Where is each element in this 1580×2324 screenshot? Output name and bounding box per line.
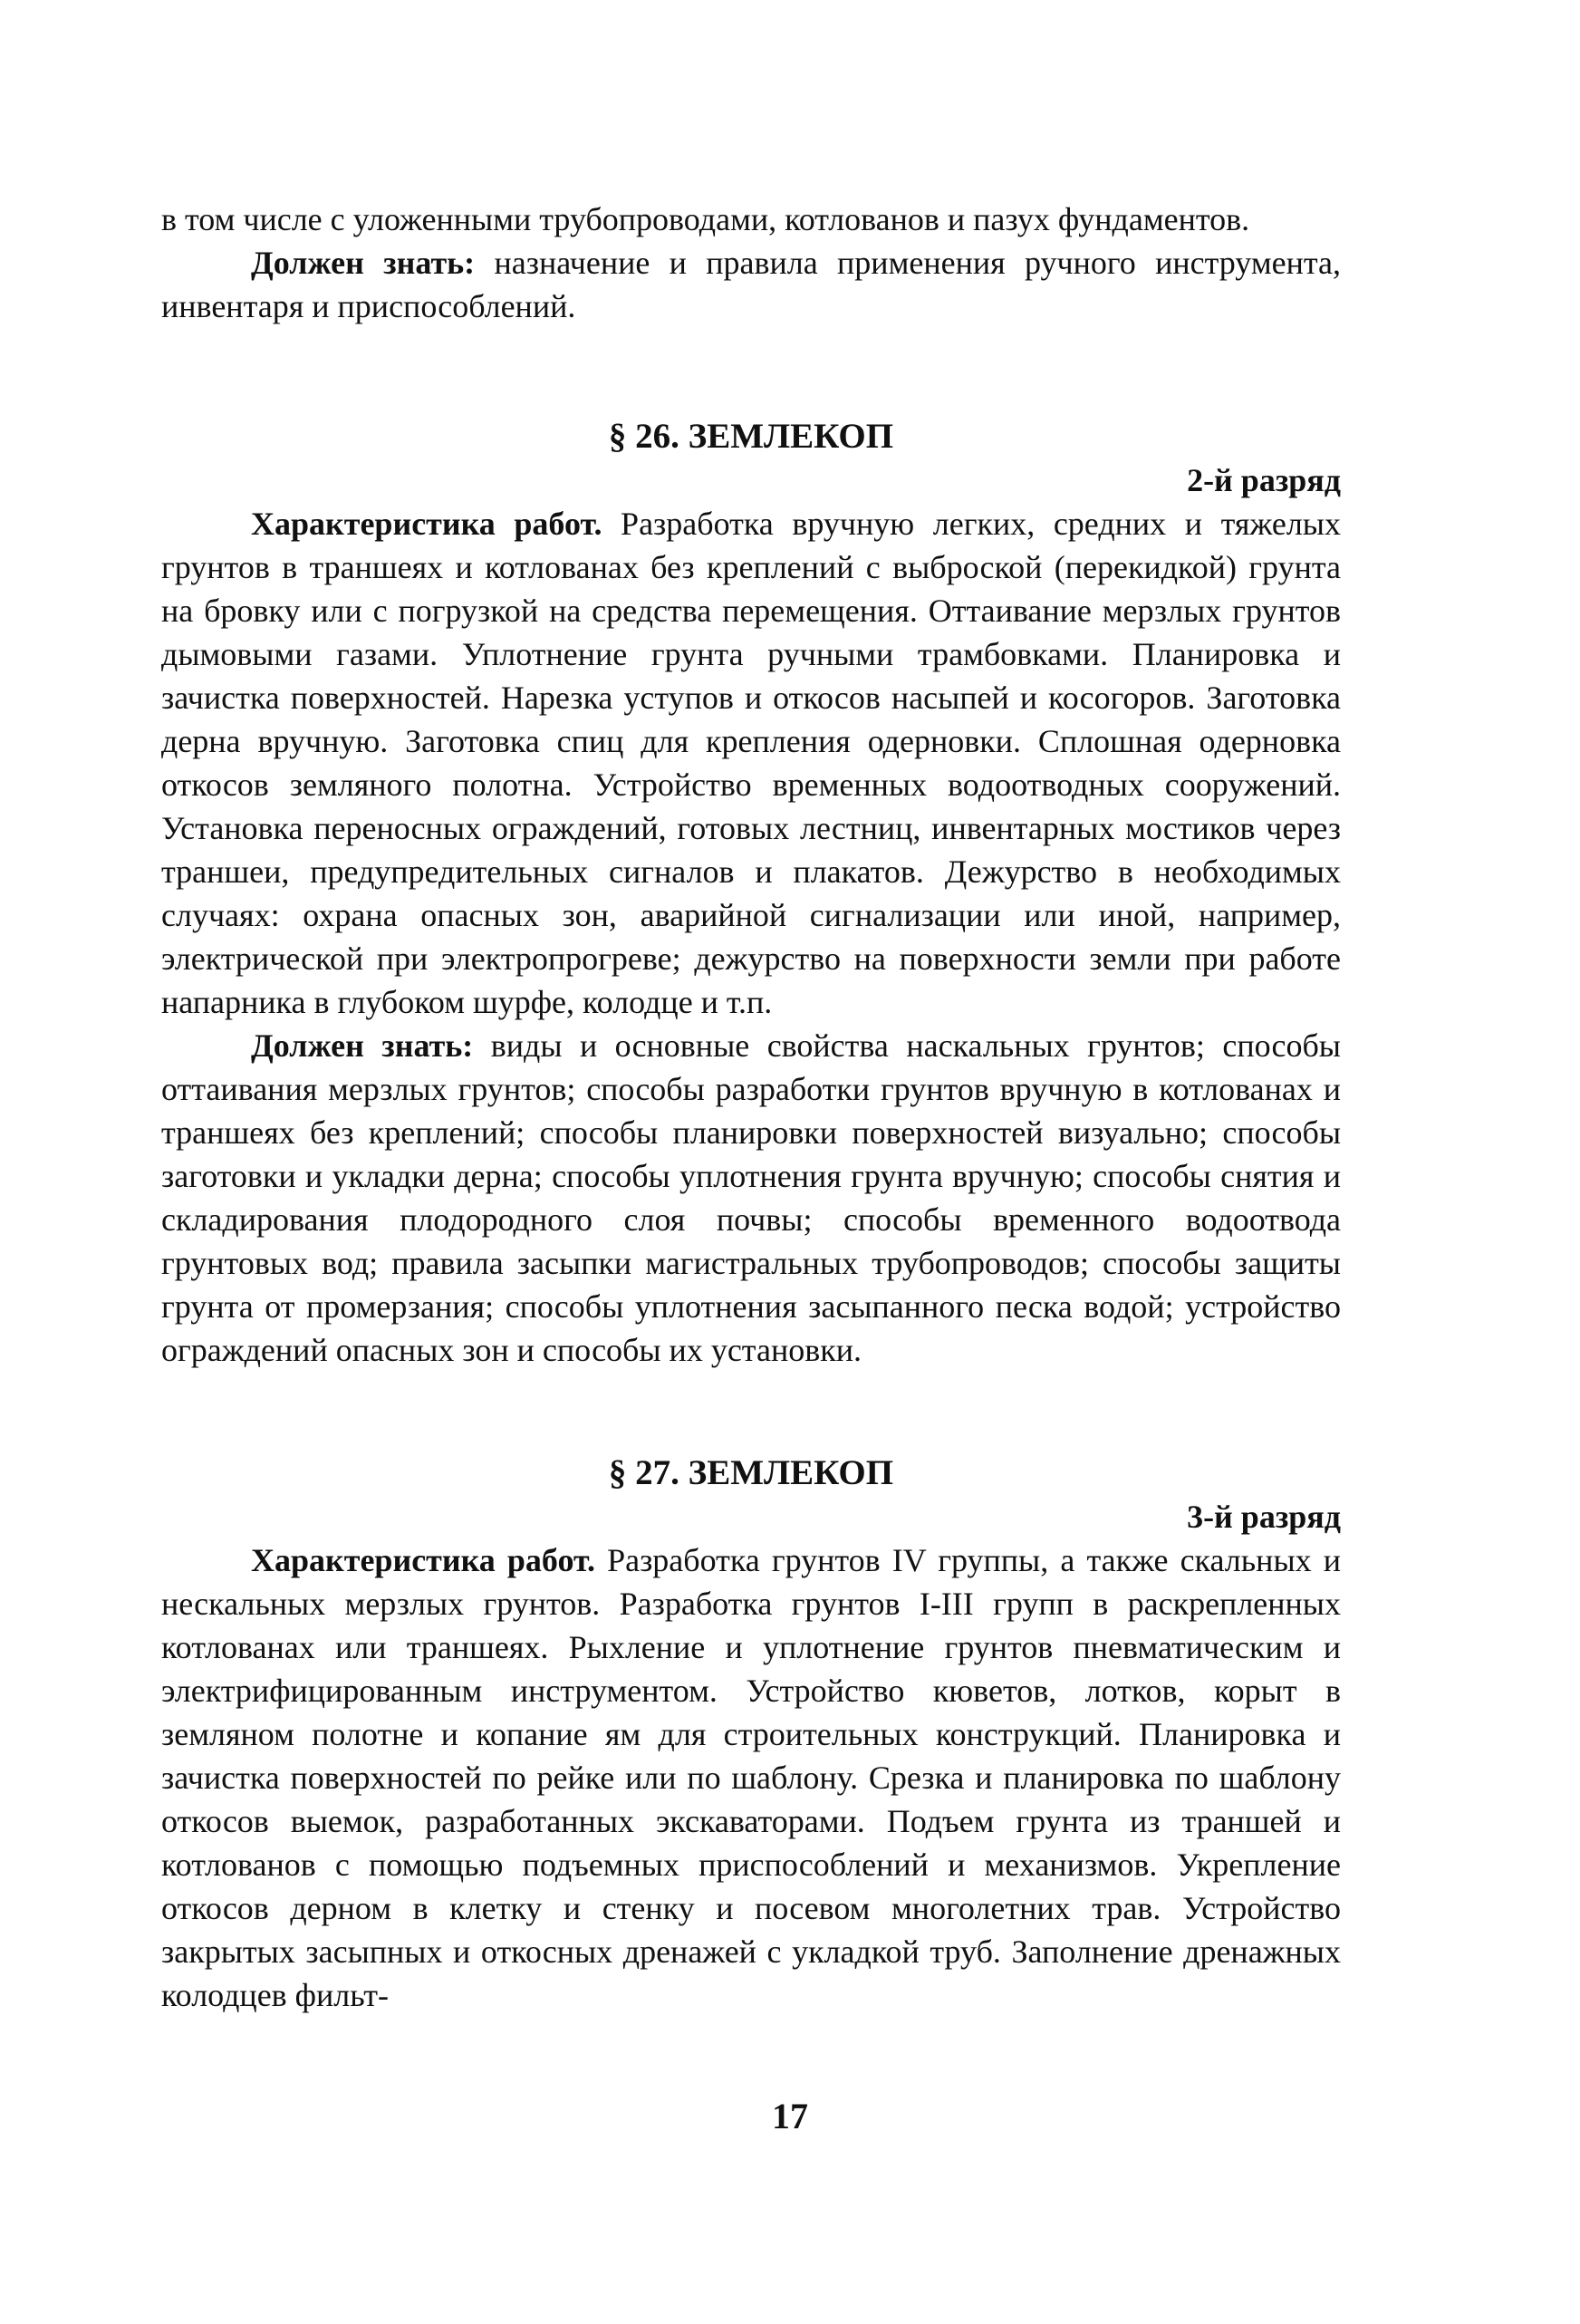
section-27-heading: § 27. ЗЕМЛЕКОП [608,1453,894,1492]
must-know-text: назначение и правила применения ручного инструмента, инвентаря и приспособлений. [161,245,1341,324]
must-know-label: Должен знать: [251,1027,474,1064]
intro-continuation-paragraph: в том числе с уложенными трубопроводами, котлованов и пазух фундаментов. [161,201,1250,237]
characteristics-label: Характеристика работ. [251,1542,595,1578]
characteristics-text: Разработка вручную легких, средних и тяжелых грунтов в траншеях и котлованах без креплений с выброской (перекидкой) грунта на бровку или с погрузкой на средства перемещения. Оттаивание мерзлых грунтов дымовыми газами. Уплотнение грунта ручными трамбовками. Планировка и зачистка поверхностей. Нарезка уступов и откосов насыпей и косогоров. Заготовка дерна вручную. Заготовка спиц для крепления одерновки. Сплошная одерновка откосов земляного полотна. Устройство временных водоотводных сооружений. Установка переносных ограждений, готовых лестниц, инвентарных мостиков через траншеи, предупредительных сигналов и плакатов. Дежурство в необходимых случаях: охрана опасных зон, аварийной сигнализации или иной, например, электрической при электропрогреве; дежурство на поверхности земли при работе напарника в глубоком шурфе, колодце и т.п. [161,506,1341,1020]
characteristics-label: Характеристика работ. [251,506,602,542]
must-know-label: Должен знать: [251,245,476,281]
intro-know-paragraph [161,241,1341,328]
section-26-body [161,502,1341,1372]
characteristics-text: Разработка грунтов IV группы, а также скальных и нескальных мерзлых грунтов. Разработка грунтов I-III групп в раскрепленных котлованах или траншеях. Рыхление и уплотнение грунтов пневматическим и электрифицированным инструментом. Устройство кюветов, лотков, корыт в земляном полотне и копание ям для строительных конструкций. Планировка и зачистка поверхностей по рейке или по шаблону. Срезка и планировка по шаблону откосов выемок, разработанных экскаваторами. Подъем грунта из траншей и котлованов с помощью подъемных приспособлений и механизмов. Укрепление откосов дерном в клетку и стенку и посевом многолетних трав. Устройство закрытых засыпных и откосных дренажей с укладкой труб. Заполнение дренажных колодцев фильт- [161,1542,1341,2013]
section-26-grade: 2-й разряд [1187,462,1341,498]
section-26-characteristics-paragraph [161,502,1341,1024]
page-number: 17 [772,2096,808,2136]
section-27-body [161,1538,1341,2017]
section-26-know-paragraph [161,1024,1341,1372]
section-26-heading: § 26. ЗЕМЛЕКОП [608,417,894,456]
must-know-text: виды и основные свойства наскальных грунтов; способы оттаивания мерзлых грунтов; способы разработки грунтов вручную в котлованах и траншеях без креплений; способы планировки поверхностей визуально; способы заготовки и укладки дерна; способы уплотнения грунта вручную; способы снятия и складирования плодородного слоя почвы; способы временного водоотвода грунтовых вод; правила засыпки магистральных трубопроводов; способы защиты грунта от промерзания; способы уплотнения засыпанного песка водой; устройство ограждений опасных зон и способы их установки. [161,1027,1341,1368]
intro-block [161,198,1341,328]
section-27-grade: 3-й разряд [1187,1499,1341,1535]
section-27-characteristics-paragraph [161,1538,1341,2017]
